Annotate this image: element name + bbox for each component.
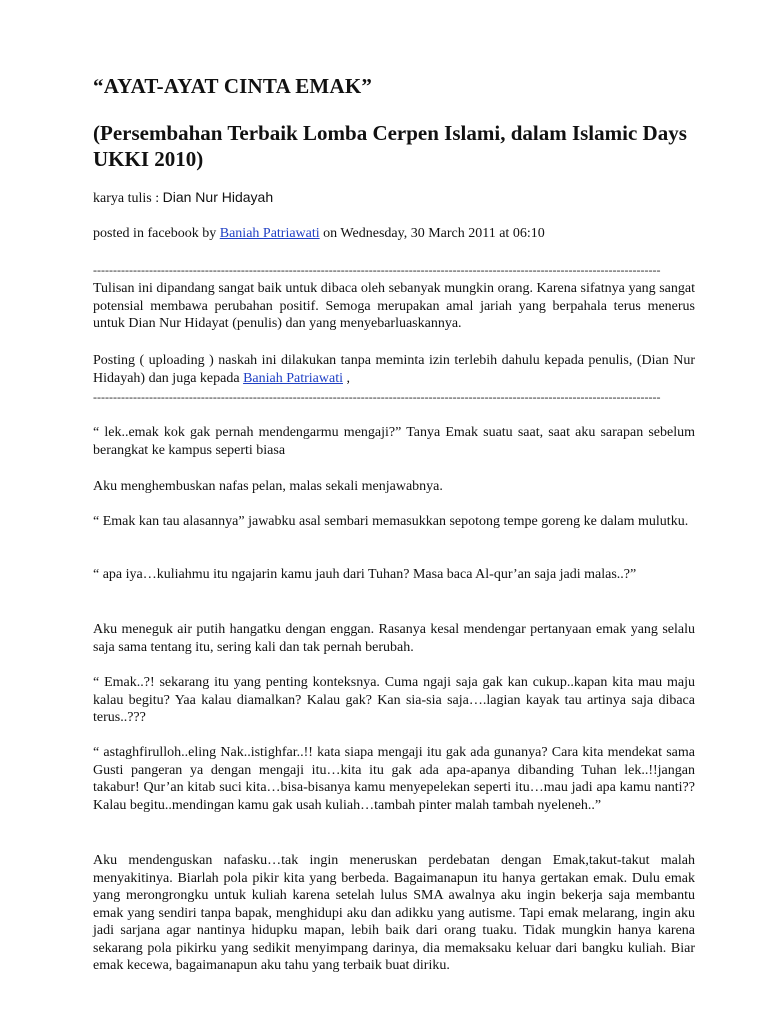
- story-paragraph: “ Emak..?! sekarang itu yang penting konteksnya. Cuma ngaji saja gak kan cukup..kapan kita mau maju kalau begitu? Yaa kalau diamalkan? Kalau gak? Kan sia-sia saja….lagian kayak tau artinya saja dibaca terus..???: [93, 675, 695, 725]
- posting-text: Posting ( uploading ) naskah ini dilakukan tanpa meminta izin terlebih dahulu kepada penulis, (Dian Nur Hidayah) dan juga kepada: [93, 353, 695, 386]
- divider-top: ----------------------------------------------------------------------------------------------------------------------------------------------: [93, 264, 661, 276]
- posted-line: [93, 226, 545, 242]
- intro-paragraph: Tulisan ini dipandang sangat baik untuk dibaca oleh sebanyak mungkin orang. Karena sifatnya yang sangat potensial membawa perubahan positif. Semoga merupakan amal jariah yang berpahala terus menerus untuk Dian Nur Hidayat (penulis) dan yang menyebarluaskannya.: [93, 281, 695, 331]
- author-line: [93, 189, 273, 207]
- story-paragraph: “ lek..emak kok gak pernah mendengarmu mengaji?” Tanya Emak suatu saat, saat aku sarapan sebelum berangkat ke kampus seperti biasa: [93, 425, 695, 458]
- author-prefix: karya tulis :: [93, 191, 163, 206]
- story-paragraph: “ apa iya…kuliahmu itu ngajarin kamu jauh dari Tuhan? Masa baca Al-qur’an saja jadi malas..?”: [93, 567, 637, 582]
- story-paragraph: Aku mendenguskan nafasku…tak ingin meneruskan perdebatan dengan Emak,takut-takut malah menyakitinya. Biarlah pola pikir kita yang berbeda. Bagaimanapun itu hanya gertakan emak. Dulu emak yang merongrongku untuk kuliah karena setelah lulus SMA awalnya aku ingin bekerja saja membantu emak yang sendiri tanpa bapak, menghidupi aku dan adikku yang autisme. Tapi emak melarang, ingin aku jadi sarjana agar nantinya hidupku mapan, lebih baik dari orang tuaku. Tidak mungkin hanya karena sekarang pola pikirku yang sedikit menyimpang darinya, dia memaksaku keluar dari bangku kuliah. Biar emak kecewa, bagaimanapun aku tahu yang terbaik buat diriku.: [93, 853, 695, 973]
- story-paragraph: Aku menghembuskan nafas pelan, malas sekali menjawabnya.: [93, 479, 443, 494]
- story-subtitle: (Persembahan Terbaik Lomba Cerpen Islami, dalam Islamic Days UKKI 2010): [93, 121, 687, 171]
- story-paragraph: “ astaghfirulloh..eling Nak..istighfar..!! kata siapa mengaji itu gak ada gunanya? Cara kita mendekat sama Gusti pangeran ya dengan mengaji itu…kita itu gak ada apa-apanya dibanding Tuhan lek..!!jangan takabur! Qur’an kitab suci kita…bisa-bisanya kamu menyepelekan seperti itu…mau jadi apa kamu nanti?? Kalau begitu..mendingan kamu gak usah kuliah…tambah pinter malah tambah nyeleneh..”: [93, 745, 695, 813]
- baniah-link[interactable]: Baniah Patriawati: [243, 370, 343, 386]
- story-paragraph: “ Emak kan tau alasannya” jawabku asal sembari memasukkan sepotong tempe goreng ke dalam mulutku.: [93, 514, 689, 529]
- divider-bottom: ----------------------------------------------------------------------------------------------------------------------------------------------: [93, 391, 661, 403]
- story-paragraph: Aku meneguk air putih hangatku dengan enggan. Rasanya kesal mendengar pertanyaan emak yang selalu saja sama tentang itu, sering kali dan tak pernah berubah.: [93, 622, 695, 655]
- story-title: “AYAT-AYAT CINTA EMAK”: [93, 74, 373, 98]
- posting-suffix: ,: [342, 370, 350, 386]
- author-name: Dian Nur Hidayah: [162, 189, 274, 205]
- author-profile-link[interactable]: Baniah Patriawati: [219, 226, 320, 241]
- posted-suffix: on Wednesday, 30 March 2011 at 06:10: [319, 226, 545, 241]
- posted-prefix: posted in facebook by: [93, 226, 220, 241]
- posting-note: [93, 352, 695, 387]
